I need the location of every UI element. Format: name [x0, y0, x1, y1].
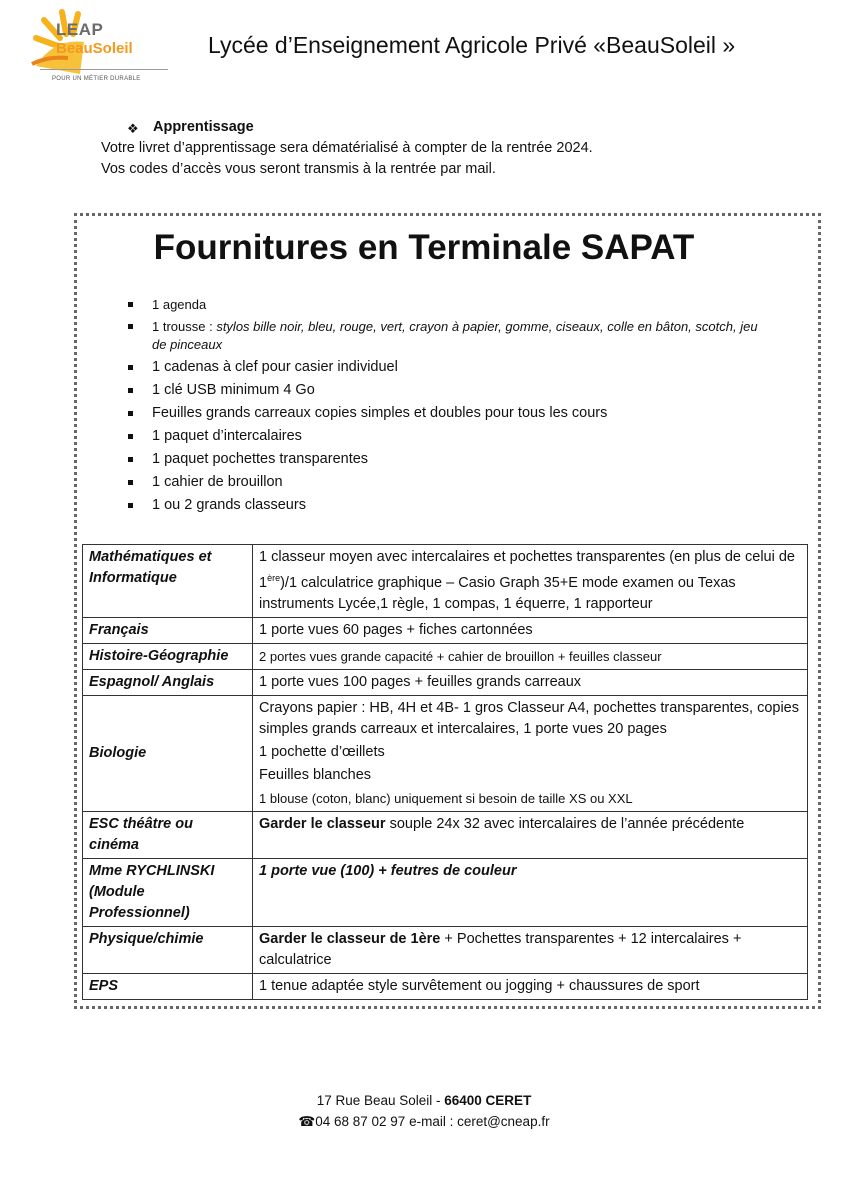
subject-cell: Physique/chimie: [83, 926, 253, 973]
table-row: [83, 617, 808, 643]
square-bullet-icon: [128, 411, 133, 416]
square-bullet-icon: [128, 365, 133, 370]
supplies-list: [125, 296, 765, 519]
supplies-cell: 1 tenue adaptée style survêtement ou jogging + chaussures de sport: [253, 973, 808, 999]
subject-cell: Biologie: [83, 695, 253, 811]
subject-cell: Espagnol/ Anglais: [83, 669, 253, 695]
list-item: 1 cadenas à clef pour casier individuel: [125, 358, 765, 377]
apprentissage-line-1: Votre livret d’apprentissage sera dématérialisé à compter de la rentrée 2024.: [101, 140, 593, 156]
supplies-cell: Garder le classeur de 1ère + Pochettes transparentes + 12 intercalaires + calculatrice: [253, 926, 808, 973]
list-item: 1 trousse : stylos bille noir, bleu, rouge, vert, crayon à papier, gomme, ciseaux, colle en bâton, scotch, jeu de pinceaux: [125, 318, 765, 354]
school-name: Lycée d’Enseignement Agricole Privé «BeauSoleil »: [208, 32, 736, 58]
logo-text-leap: LEAP: [56, 20, 104, 39]
table-row: [83, 545, 808, 618]
list-item: 1 agenda: [125, 296, 765, 314]
table-row: [83, 695, 808, 811]
subject-cell: ESC théâtre ou cinéma: [83, 811, 253, 858]
phone-icon: ☎: [298, 1114, 316, 1129]
square-bullet-icon: [128, 302, 133, 307]
subject-cell: EPS: [83, 973, 253, 999]
supplies-cell: 1 porte vue (100) + feutres de couleur: [253, 858, 808, 926]
apprentissage-heading: Apprentissage: [153, 119, 254, 135]
logo-tagline: POUR UN MÉTIER DURABLE: [52, 76, 141, 82]
table-row: [83, 669, 808, 695]
table-row: [83, 858, 808, 926]
square-bullet-icon: [128, 388, 133, 393]
footer: [0, 1090, 848, 1132]
list-item: 1 paquet d’intercalaires: [125, 427, 765, 446]
square-bullet-icon: [128, 457, 133, 462]
square-bullet-icon: [128, 503, 133, 508]
supplies-cell: Crayons papier : HB, 4H et 4B- 1 gros Classeur A4, pochettes transparentes, copies simples grands carreaux et intercalaires, 1 porte vues 20 pages 1 pochette d’œillets Feuilles blanches 1 blouse (coton, blanc) uniquement si besoin de taille XS ou XXL: [253, 695, 808, 811]
list-item: Feuilles grands carreaux copies simples et doubles pour tous les cours: [125, 404, 765, 423]
apprentissage-line-2: Vos codes d’accès vous seront transmis à la rentrée par mail.: [101, 161, 496, 177]
apprentissage-section: [101, 117, 593, 180]
supplies-cell: 1 porte vues 100 pages + feuilles grands carreaux: [253, 669, 808, 695]
list-item: 1 clé USB minimum 4 Go: [125, 381, 765, 400]
logo-text-beausoleil: BeauSoleil: [56, 40, 133, 57]
subject-cell: Mathématiques et Informatique: [83, 545, 253, 618]
square-bullet-icon: [128, 480, 133, 485]
subject-supplies-table: [82, 544, 808, 1000]
supplies-cell: 1 classeur moyen avec intercalaires et pochettes transparentes (en plus de celui de 1ère)/1 calculatrice graphique – Casio Graph 35+E mode examen ou Texas instruments Lycée,1 règle, 1 compas, 1 équerre, 1 rapporteur: [253, 545, 808, 618]
subject-cell: Mme RYCHLINSKI (Module Professionnel): [83, 858, 253, 926]
table-row: [83, 811, 808, 858]
square-bullet-icon: [128, 434, 133, 439]
supplies-cell: Garder le classeur souple 24x 32 avec intercalaires de l’année précédente: [253, 811, 808, 858]
supplies-cell: 1 porte vues 60 pages + fiches cartonnées: [253, 617, 808, 643]
list-item: 1 ou 2 grands classeurs: [125, 496, 765, 515]
diamond-bullet-icon: ❖: [127, 121, 139, 136]
page-title: Fournitures en Terminale SAPAT: [153, 228, 695, 267]
subject-cell: Français: [83, 617, 253, 643]
square-bullet-icon: [128, 324, 133, 329]
table-row: [83, 643, 808, 669]
list-item: 1 paquet pochettes transparentes: [125, 450, 765, 469]
table-row: [83, 973, 808, 999]
footer-contact: ☎04 68 87 02 97 e-mail : ceret@cneap.fr: [298, 1114, 550, 1129]
list-item: 1 cahier de brouillon: [125, 473, 765, 492]
table-row: [83, 926, 808, 973]
footer-address: 17 Rue Beau Soleil - 66400 CERET: [316, 1093, 532, 1108]
supplies-cell: 2 portes vues grande capacité + cahier de brouillon + feuilles classeur: [253, 643, 808, 669]
apprentissage-heading-row: [101, 117, 593, 138]
subject-cell: Histoire-Géographie: [83, 643, 253, 669]
logo-divider: [40, 69, 168, 70]
